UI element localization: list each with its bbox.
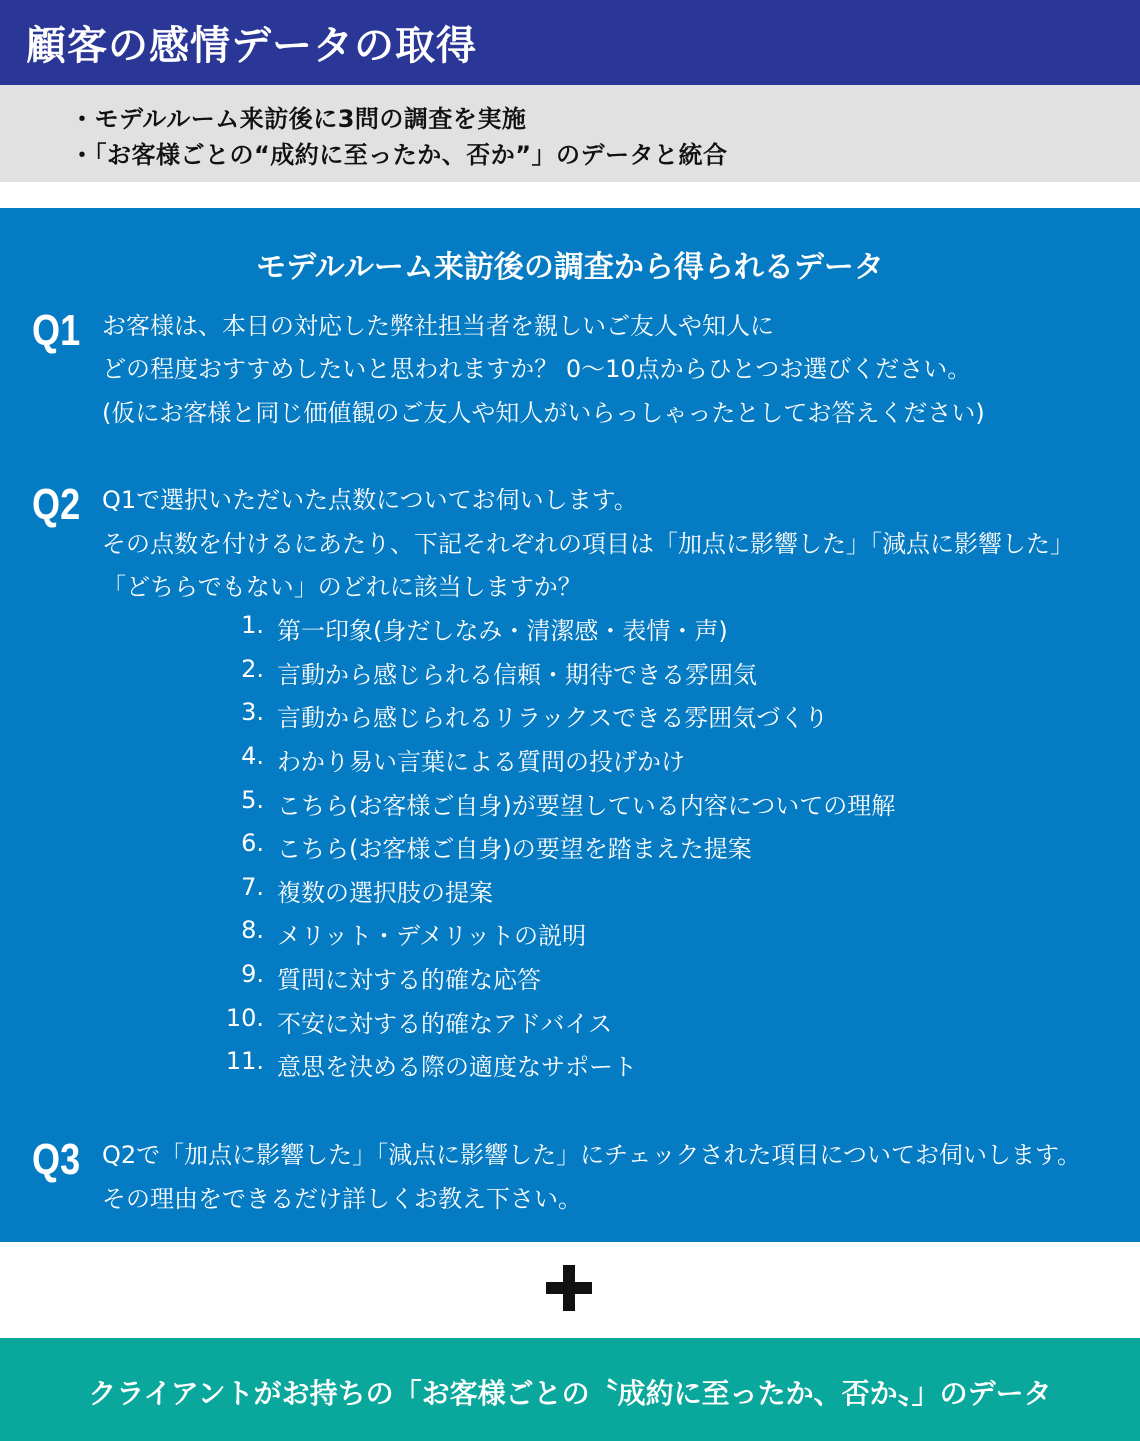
summary-line-2: ・「お客様ごとの“成約に至ったか、否か”」のデータと統合 [70, 141, 728, 169]
survey-panel [0, 208, 1140, 1242]
q2-item-number: 6. [241, 829, 264, 857]
q2-label: Q2 [32, 480, 81, 529]
q2-item-number: 9. [241, 960, 264, 988]
q3-line-1: Q2で「加点に影響した」「減点に影響した」にチェックされた項目についてお伺いします。 [102, 1141, 1082, 1169]
q2-item-text: メリット・デメリットの説明 [277, 922, 587, 950]
q2-item-number: 11. [225, 1047, 264, 1075]
q2-item-text: 不安に対する的確なアドバイス [277, 1010, 613, 1038]
q1-line-1: お客様は、本日の対応した弊社担当者を親しいご友人や知人に [102, 312, 774, 340]
q2-item-text: 言動から感じられる信頼・期待できる雰囲気 [277, 661, 757, 689]
q2-item-number: 1. [241, 611, 264, 639]
q2-item-text: 複数の選択肢の提案 [277, 879, 493, 907]
q2-item-text: 言動から感じられるリラックスできる雰囲気づくり [277, 704, 829, 732]
q2-item-number: 8. [241, 916, 264, 944]
q1-label: Q1 [32, 306, 81, 355]
q3-label: Q3 [32, 1135, 81, 1184]
q1-line-3: (仮にお客様と同じ価値観のご友人や知人がいらっしゃったとしてお答えください) [102, 399, 985, 427]
q2-item-number: 2. [241, 655, 264, 683]
page-title: 顧客の感情データの取得 [26, 23, 477, 69]
q2-item-number: 3. [241, 698, 264, 726]
q1-line-2: どの程度おすすめしたいと思われますか？ 0〜10点からひとつお選びください。 [102, 355, 972, 383]
summary-line-1: ・モデルルーム来訪後に3問の調査を実施 [70, 105, 527, 133]
q2-item-text: 第一印象(身だしなみ・清潔感・表情・声) [277, 617, 728, 645]
q2-line-1: Q1で選択いただいた点数についてお伺いします。 [102, 486, 638, 514]
client-data-banner [0, 1338, 1140, 1441]
q2-item-number: 5. [241, 786, 264, 814]
q2-item-number: 10. [225, 1004, 264, 1032]
q2-item-number: 7. [241, 873, 264, 901]
plus-icon [546, 1265, 592, 1311]
title-bar [0, 0, 1140, 85]
q2-item-text: わかり易い言葉による質問の投げかけ [277, 748, 685, 776]
survey-heading: モデルルーム来訪後の調査から得られるデータ [256, 250, 884, 285]
q2-item-text: 意思を決める際の適度なサポート [277, 1053, 637, 1081]
q3-line-2: その理由をできるだけ詳しくお教え下さい。 [102, 1185, 582, 1213]
q2-item-number: 4. [241, 742, 264, 770]
client-data-text: クライアントがお持ちの「お客様ごとの〝成約に至ったか、否か〟」のデータ [88, 1377, 1052, 1410]
q2-item-text: こちら(お客様ご自身)が要望している内容についての理解 [277, 792, 896, 820]
q2-item-text: こちら(お客様ご自身)の要望を踏まえた提案 [277, 835, 752, 863]
q2-line-2: その点数を付けるにあたり、下記それぞれの項目は「加点に影響した」「減点に影響した」 [102, 530, 1074, 558]
q2-item-text: 質問に対する的確な応答 [277, 966, 541, 994]
q2-line-3: 「どちらでもない」のどれに該当しますか？ [102, 573, 582, 601]
summary-box [0, 85, 1140, 182]
